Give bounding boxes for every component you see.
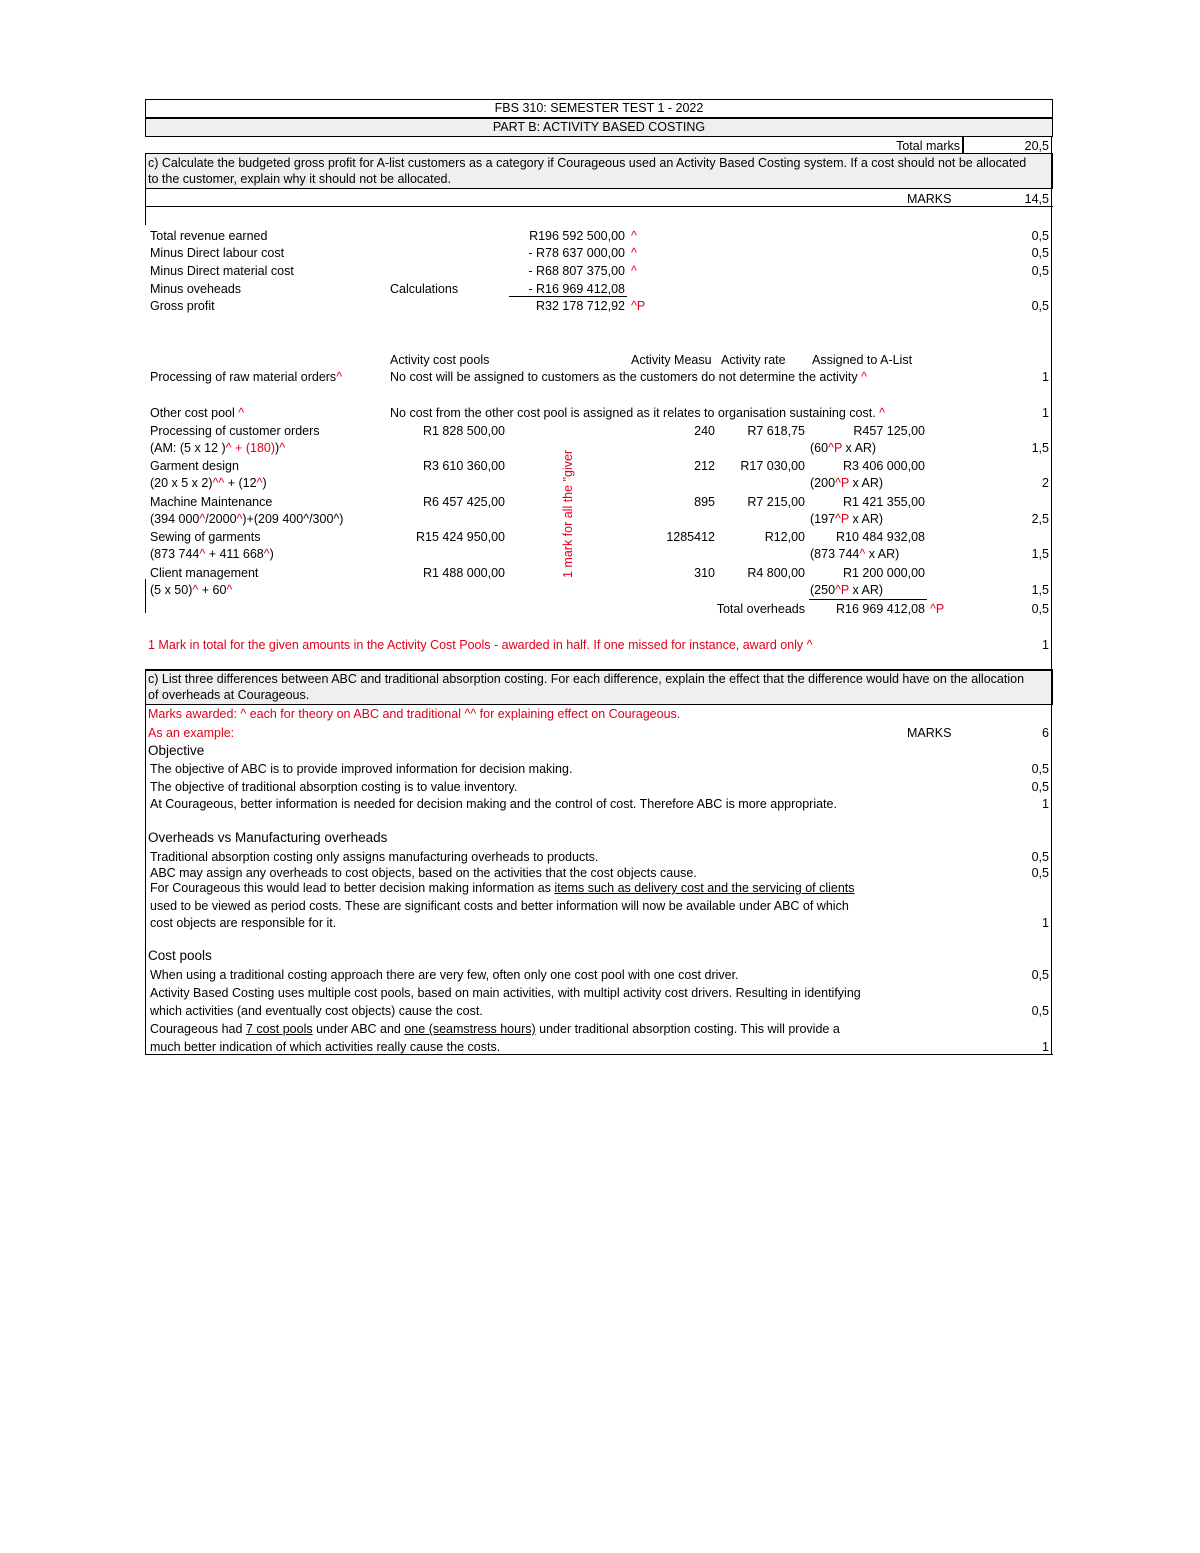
tick: ^ <box>263 547 270 561</box>
activity-assigned: R1 421 355,00 <box>842 495 925 509</box>
cost-pools-mark: 1 <box>1042 1040 1049 1054</box>
raw-material-note <box>390 369 867 385</box>
given-amounts-mark: 1 <box>1042 638 1049 652</box>
overheads-mark: 1 <box>1042 916 1049 930</box>
cost-pools-mark: 0,5 <box>1031 1004 1049 1018</box>
underlined-text: 7 cost pools <box>245 1022 313 1036</box>
frame-left <box>145 189 146 225</box>
tick: ^P <box>835 583 850 597</box>
calc-part: + 60 <box>198 583 227 597</box>
tick: ^ <box>199 547 206 561</box>
objective-mark: 1 <box>1042 797 1049 811</box>
activity-pool: R15 424 950,00 <box>416 530 505 544</box>
total-marks-label: Total marks <box>896 139 960 153</box>
activity-calc <box>150 582 232 598</box>
tick: ^P <box>828 441 843 455</box>
calc-part: (AM: (5 x 12 ) <box>150 441 226 455</box>
cost-pools-line: Activity Based Costing uses multiple cost pools, based on main activities, with multipl activity cost drivers. Resulting in identifying <box>150 986 861 1000</box>
summary-label: Total revenue earned <box>150 229 268 243</box>
total-overheads-mark: 0,5 <box>1031 602 1049 616</box>
overheads-line: ABC may assign any overheads to cost objects, based on the activities that the cost objects cause. <box>150 866 697 880</box>
tick: ^ <box>192 583 199 597</box>
calculations-label: Calculations <box>390 282 459 296</box>
objective-mark: 0,5 <box>1031 780 1049 794</box>
tick: ^P <box>835 476 850 490</box>
tick: ^ <box>256 476 263 490</box>
raw-material-name: Processing of raw material orders <box>150 370 337 384</box>
assigned-total-rule <box>809 599 927 600</box>
activity-pool: R6 457 425,00 <box>422 495 505 509</box>
overheads-mark: 0,5 <box>1031 850 1049 864</box>
tick: ^ <box>226 583 233 597</box>
tick: ^ <box>861 370 867 384</box>
section-rule <box>145 206 1053 207</box>
overheads-line: used to be viewed as period costs. These are significant costs and better information will now be available under ABC of which <box>150 899 849 913</box>
summary-tick: ^P <box>631 299 646 313</box>
tick: ^ <box>859 547 866 561</box>
total-overheads-label: Total overheads <box>716 602 805 616</box>
summary-label: Gross profit <box>150 299 215 313</box>
objective-heading: Objective <box>148 743 205 758</box>
activity-assigned: R3 406 000,00 <box>842 459 925 473</box>
activity-measure: 895 <box>694 495 715 509</box>
overheads-heading: Overheads vs Manufacturing overheads <box>148 830 388 845</box>
activity-assigned: R1 200 000,00 <box>842 566 925 580</box>
tick: ^ <box>238 406 245 420</box>
summary-amount: R32 178 712,92 <box>536 299 625 313</box>
cost-pools-heading: Cost pools <box>148 948 212 963</box>
overheads-line <box>150 880 855 896</box>
raw-material-mark: 1 <box>1042 370 1049 384</box>
calc-part: )+(209 400 <box>242 512 304 526</box>
frame-right <box>1051 137 1052 1055</box>
tick: ^^ <box>212 476 225 490</box>
activity-assigned: R457 125,00 <box>853 424 925 438</box>
ar-part: (60 <box>810 441 829 455</box>
summary-amount: R196 592 500,00 <box>529 229 625 243</box>
part-title: PART B: ACTIVITY BASED COSTING <box>492 120 706 134</box>
cost-pools-mark: 0,5 <box>1031 968 1049 982</box>
summary-amount: - R16 969 412,08 <box>528 282 625 296</box>
total-marks-value: 20,5 <box>1024 139 1049 153</box>
tick: ^ <box>199 512 206 526</box>
col-header-pools: Activity cost pools <box>390 353 490 367</box>
cost-pools-text: under traditional absorption costing. This will provide a <box>535 1022 840 1036</box>
other-pool-label <box>150 405 244 421</box>
page-title: FBS 310: SEMESTER TEST 1 - 2022 <box>494 101 704 115</box>
ar-part: (197 <box>810 512 836 526</box>
activity-ar <box>810 546 899 562</box>
cost-pools-line: When using a traditional costing approach there are very few, often only one cost pool with one cost driver. <box>150 968 739 982</box>
subtotal-rule <box>509 296 627 297</box>
activity-name: Processing of customer orders <box>150 424 320 438</box>
objective-line: The objective of traditional absorption costing is to value inventory. <box>150 780 518 794</box>
summary-tick: ^ <box>631 229 637 243</box>
summary-mark: 0,5 <box>1031 264 1049 278</box>
activity-measure: 1285412 <box>666 530 715 544</box>
tick: ^ <box>236 512 243 526</box>
tick: ^ <box>336 370 343 384</box>
ar-part: x AR) <box>842 441 877 455</box>
ar-part: x AR) <box>849 583 884 597</box>
activity-measure: 240 <box>694 424 715 438</box>
q1-marks-value: 14,5 <box>1024 192 1049 206</box>
q2-marks-value: 6 <box>1042 726 1049 740</box>
overheads-line: cost objects are responsible for it. <box>150 916 337 930</box>
cost-pools-line <box>150 1021 840 1037</box>
calc-part: + (12 <box>224 476 257 490</box>
activity-rate: R12,00 <box>764 530 805 544</box>
activity-ar <box>810 511 883 527</box>
activity-mark: 2,5 <box>1031 512 1049 526</box>
calc-part: (20 x 5 x 2) <box>150 476 213 490</box>
ar-part: (250 <box>810 583 836 597</box>
activity-pool: R1 828 500,00 <box>422 424 505 438</box>
other-pool-note <box>390 405 885 421</box>
question-2-text: c) List three differences between ABC and traditional absorption costing. For each difference, explain the effect that the difference would have on the allocation of overheads at Courageous. <box>148 672 1025 702</box>
calc-part: ^/300^) <box>303 512 344 526</box>
objective-line: The objective of ABC is to provide improved information for decision making. <box>150 762 573 776</box>
marks-awarded-note: Marks awarded: ^ each for theory on ABC and traditional ^^ for explaining effect on Courageous. <box>148 707 681 721</box>
calc-part: + 411 668 <box>205 547 264 561</box>
summary-tick: ^ <box>631 246 637 260</box>
summary-amount: - R68 807 375,00 <box>528 264 625 278</box>
objective-line: At Courageous, better information is needed for decision making and the control of cost. Therefore ABC is more appropriate. <box>150 797 837 811</box>
overheads-text: For Courageous this would lead to better decision making information as <box>150 881 555 895</box>
note-text: No cost will be assigned to customers as the customers do not determine the activity <box>390 370 858 384</box>
tick: ^ <box>279 441 286 455</box>
frame-bottom <box>145 1054 1053 1055</box>
activity-name: Garment design <box>150 459 239 473</box>
activity-ar <box>810 475 883 491</box>
underlined-text: one (seamstress hours) <box>404 1022 536 1036</box>
activity-ar <box>810 440 876 456</box>
activity-calc <box>150 546 274 562</box>
ar-part: x AR) <box>849 476 884 490</box>
activity-calc <box>150 511 343 527</box>
other-pool-mark: 1 <box>1042 406 1049 420</box>
activity-name: Client management <box>150 566 259 580</box>
ar-part: x AR) <box>849 512 884 526</box>
cost-pools-text: Courageous had <box>150 1022 246 1036</box>
summary-label: Minus oveheads <box>150 282 242 296</box>
activity-name: Machine Maintenance <box>150 495 273 509</box>
calc-part: ) <box>275 441 280 455</box>
marking-sheet <box>145 99 1053 1055</box>
tick: ^P <box>930 602 945 616</box>
tick: ^P <box>835 512 850 526</box>
q2-marks-label: MARKS <box>907 726 952 740</box>
activity-calc <box>150 475 267 491</box>
col-header-rate: Activity rate <box>721 353 786 367</box>
overheads-line: Traditional absorption costing only assigns manufacturing overheads to products. <box>150 850 599 864</box>
summary-tick: ^ <box>631 264 637 278</box>
raw-material-label <box>150 369 342 385</box>
summary-amount: - R78 637 000,00 <box>528 246 625 260</box>
activity-ar <box>810 582 883 598</box>
summary-label: Minus Direct labour cost <box>150 246 285 260</box>
summary-mark: 0,5 <box>1031 229 1049 243</box>
activity-pool: R3 610 360,00 <box>422 459 505 473</box>
ar-part: (200 <box>810 476 836 490</box>
summary-mark: 0,5 <box>1031 246 1049 260</box>
given-amounts-note: 1 Mark in total for the given amounts in the Activity Cost Pools - awarded in half. If one missed for instance, award only ^ <box>148 638 813 652</box>
divider <box>962 137 964 153</box>
ar-part: x AR) <box>865 547 900 561</box>
col-header-assigned: Assigned to A-List <box>812 353 913 367</box>
activity-name: Sewing of garments <box>150 530 261 544</box>
left-margin-stub <box>145 579 146 613</box>
example-label: As an example: <box>148 726 235 740</box>
activity-assigned: R10 484 932,08 <box>836 530 925 544</box>
total-overheads-value: R16 969 412,08 <box>836 602 925 616</box>
objective-mark: 0,5 <box>1031 762 1049 776</box>
activity-measure: 212 <box>694 459 715 473</box>
calc-part: ) <box>269 547 274 561</box>
activity-mark: 2 <box>1042 476 1049 490</box>
activity-mark: 1,5 <box>1031 441 1049 455</box>
ar-part: (873 744 <box>810 547 860 561</box>
summary-label: Minus Direct material cost <box>150 264 294 278</box>
vertical-given-note: 1 mark for all the "giver <box>561 449 575 578</box>
activity-rate: R7 215,00 <box>747 495 805 509</box>
frame-left-lower <box>145 705 146 1055</box>
overheads-mark: 0,5 <box>1031 866 1049 880</box>
other-pool-name: Other cost pool <box>150 406 235 420</box>
activity-measure: 310 <box>694 566 715 580</box>
activity-pool: R1 488 000,00 <box>422 566 505 580</box>
underlined-text: items such as delivery cost and the servicing of clients <box>554 881 855 895</box>
activity-rate: R4 800,00 <box>747 566 805 580</box>
activity-mark: 1,5 <box>1031 583 1049 597</box>
col-header-measure: Activity Measu <box>631 353 712 367</box>
cost-pools-line: which activities (and eventually cost objects) cause the cost. <box>150 1004 483 1018</box>
activity-rate: R7 618,75 <box>747 424 805 438</box>
tick: ^ + (180) <box>225 441 276 455</box>
note-text: No cost from the other cost pool is assigned as it relates to organisation sustaining cost. <box>390 406 876 420</box>
calc-part: (5 x 50) <box>150 583 193 597</box>
activity-mark: 1,5 <box>1031 547 1049 561</box>
calc-part: /2000 <box>205 512 237 526</box>
activity-calc <box>150 440 285 456</box>
calc-part: (873 744 <box>150 547 200 561</box>
tick: ^ <box>879 406 886 420</box>
calc-part: ) <box>262 476 267 490</box>
question-1-text: c) Calculate the budgeted gross profit for A-list customers as a category if Courageous used an Activity Based Costing system. If a cost should not be allocated to the customer, explain why it should not be allocated. <box>148 156 1027 186</box>
calc-part: (394 000 <box>150 512 200 526</box>
cost-pools-line: much better indication of which activities really cause the costs. <box>150 1040 501 1054</box>
q1-marks-label: MARKS <box>907 192 952 206</box>
summary-mark: 0,5 <box>1031 299 1049 313</box>
activity-rate: R17 030,00 <box>740 459 805 473</box>
cost-pools-text: under ABC and <box>312 1022 405 1036</box>
